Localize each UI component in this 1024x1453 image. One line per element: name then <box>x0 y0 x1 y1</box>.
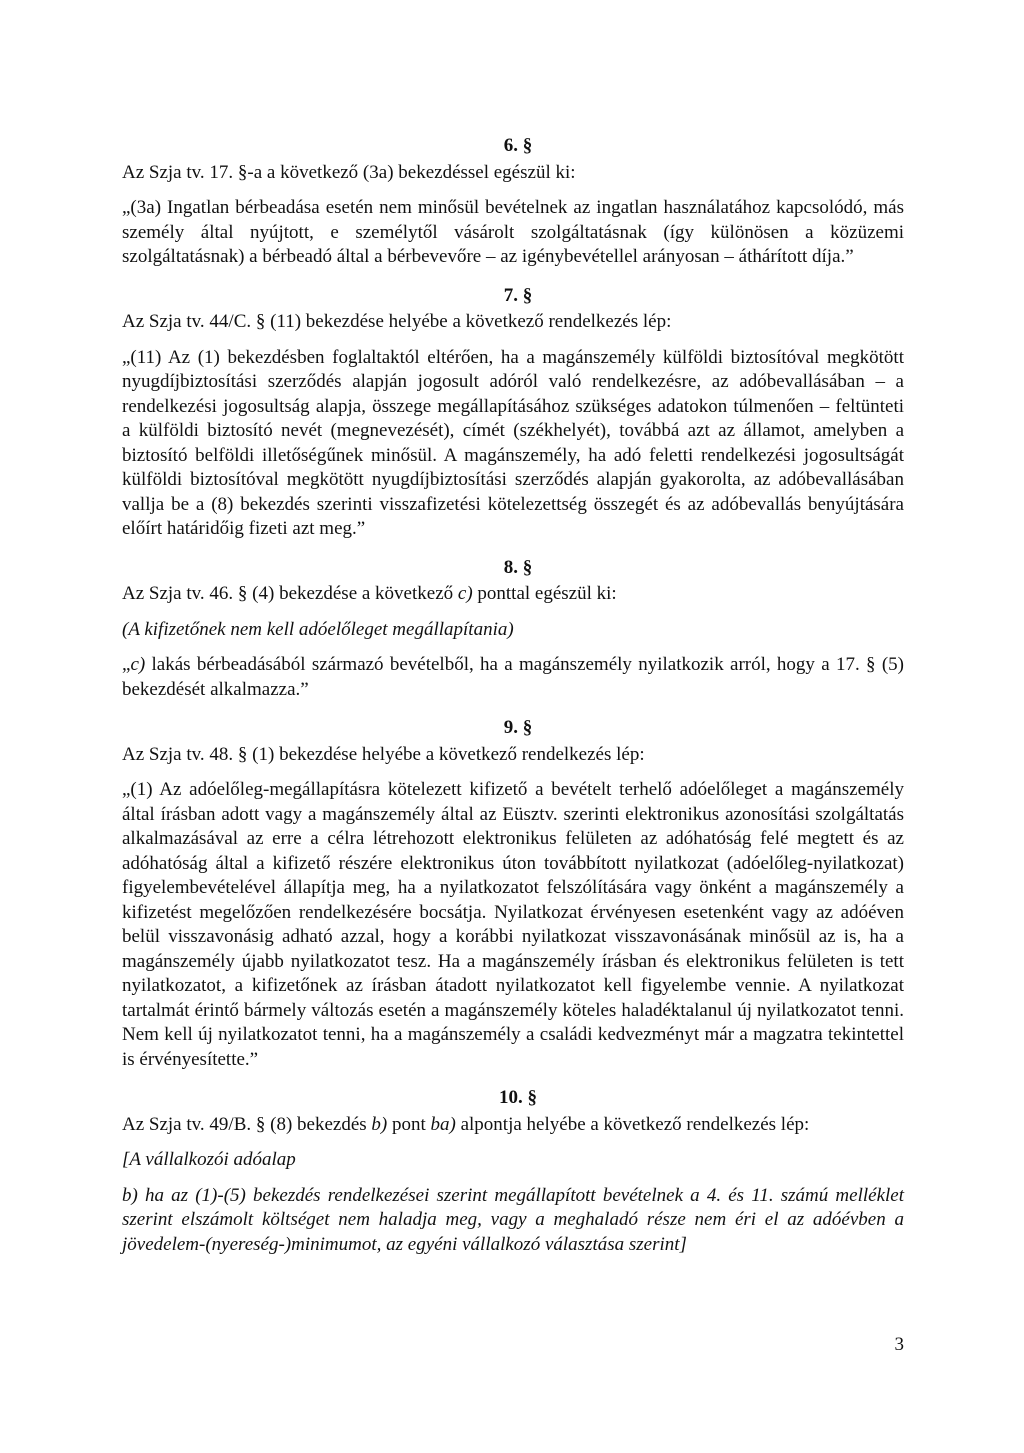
amendment-text: „(11) Az (1) bekezdésben foglaltaktól eltérően, ha a magánszemély külföldi biztosítóval megkötött nyugdíjbiztosítási szerződés alapján jogosult adóról való rendelkezésre, az adóbevallásában – a rendelkezési jogosultság alapja, összege megállapításához szükséges adatokon túlmenően – feltünteti a külföldi biztosító nevét (megnevezését), címét (székhelyét), továbbá azt az államot, amelyben a biztosító belföldi illetőségűnek minősül. A magánszemély, ha adó feletti rendelkezési jogosultságát külföldi biztosítóval megkötött nyugdíjbiztosítási szerződés alapján gyakorolta, az adóbevallásában vallja be a (8) bekezdés szerinti visszafizetési kötelezettség összegét és az adóbevallás benyújtására előírt határidőig fizeti azt meg.” <box>122 346 904 539</box>
amendment-text: b) ha az (1)-(5) bekezdés rendelkezései szerint megállapított bevételnek a 4. és 11. számú melléklet szerint elszámolt költséget nem haladja meg, vagy a meghaladó része nem éri el az adóévben a jövedelem-(nyereség-)minimumot, az egyéni vállalkozó választása szerint] <box>122 1184 904 1255</box>
amendment-text: „(1) Az adóelőleg-megállapításra kötelezett kifizető a bevételt terhelő adóelőleget a magánszemély által írásban adott vagy a magánszemély által az Eüsztv. szerinti elektronikus azonosítási szolgáltatás alkalmazásával az erre a célra létrehozott elektronikus felületen az adóhatóság felé megtett és az adóhatóság által a kifizető részére elektronikus úton továbbított nyilatkozat (adóelőleg-nyilatkozat) figyelembevételével állapítja meg, ha a nyilatkozatot felszólítására vagy önként a magánszemély a kifizetést megelőzően rendelkezésére bocsátja. Nyilatkozat érvényesen esetenként vagy az adóéven belül visszavonásig adható azzal, hogy a korábbi nyilatkozat visszavonásának minősül az is, ha a magánszemély újabb nyilatkozatot tesz. Ha a magánszemély írásban és elektronikus felületen is tett nyilatkozatot, a kifizetőnek az írásban átadott nyilatkozatot kell figyelembe vennie. A nyilatkozat tartalmát érintő bármely változás esetén a magánszemély köteles haladéktalanul új nyilatkozatot tenni. Nem kell új nyilatkozatot tenni, ha a magánszemély a családi kedvezményt már a magzatra tekintettel is érvényesítette.” <box>122 779 904 1070</box>
page-number: 3 <box>894 1334 904 1355</box>
section-intro <box>122 582 904 607</box>
intro-text: ponttal egészül ki: <box>472 583 617 604</box>
section-intro: Az Szja tv. 48. § (1) bekezdése helyébe a következő rendelkezés lép: <box>122 743 645 765</box>
intro-text: pont <box>387 1113 431 1135</box>
quote-mark: „ <box>122 654 131 675</box>
section-8 <box>122 556 904 703</box>
intro-point-ref: c) <box>457 583 473 604</box>
section-intro: Az Szja tv. 44/C. § (11) bekezdése helyébe a következő rendelkezés lép: <box>122 311 672 332</box>
section-heading: 9. § <box>503 717 533 738</box>
context-line: [A vállalkozói adóalap <box>122 1149 296 1170</box>
section-intro <box>122 1113 904 1138</box>
intro-text: Az Szja tv. 46. § (4) bekezdése a következő <box>122 583 458 604</box>
section-heading: 6. § <box>503 135 533 156</box>
section-10 <box>122 1086 904 1257</box>
section-6 <box>122 134 904 270</box>
section-heading: 7. § <box>503 284 533 306</box>
section-heading: 8. § <box>503 556 533 578</box>
quote-text: lakás bérbeadásából származó bevételből, ha a magánszemély nyilatkozik arról, hogy a 17. § (5) bekezdését alkalmazza.” <box>122 654 904 700</box>
intro-text: alpontja helyébe a következő rendelkezés lép: <box>455 1113 810 1135</box>
intro-text: Az Szja tv. 49/B. § (8) bekezdés <box>122 1113 372 1135</box>
amendment-text <box>122 653 904 702</box>
document-page <box>122 134 904 1257</box>
point-ref: c) <box>130 654 146 675</box>
section-7 <box>122 284 904 542</box>
section-intro: Az Szja tv. 17. §-a a következő (3a) bekezdéssel egészül ki: <box>122 161 576 183</box>
context-line: (A kifizetőnek nem kell adóelőleget megállapítania) <box>122 618 514 640</box>
amendment-text: „(3a) Ingatlan bérbeadása esetén nem minősül bevételnek az ingatlan használatához kapcsolódó, más személy által nyújtott, e személytől vásárolt szolgáltatásnak (így különösen a közüzemi szolgáltatásnak) a bérbeadó által a bérbevevőre – az igénybevétellel arányosan – áthárított díja.” <box>122 197 904 267</box>
section-heading: 10. § <box>499 1087 537 1108</box>
section-9 <box>122 716 904 1072</box>
intro-point-ref: b) <box>371 1113 388 1135</box>
intro-subpoint-ref: ba) <box>430 1113 456 1135</box>
